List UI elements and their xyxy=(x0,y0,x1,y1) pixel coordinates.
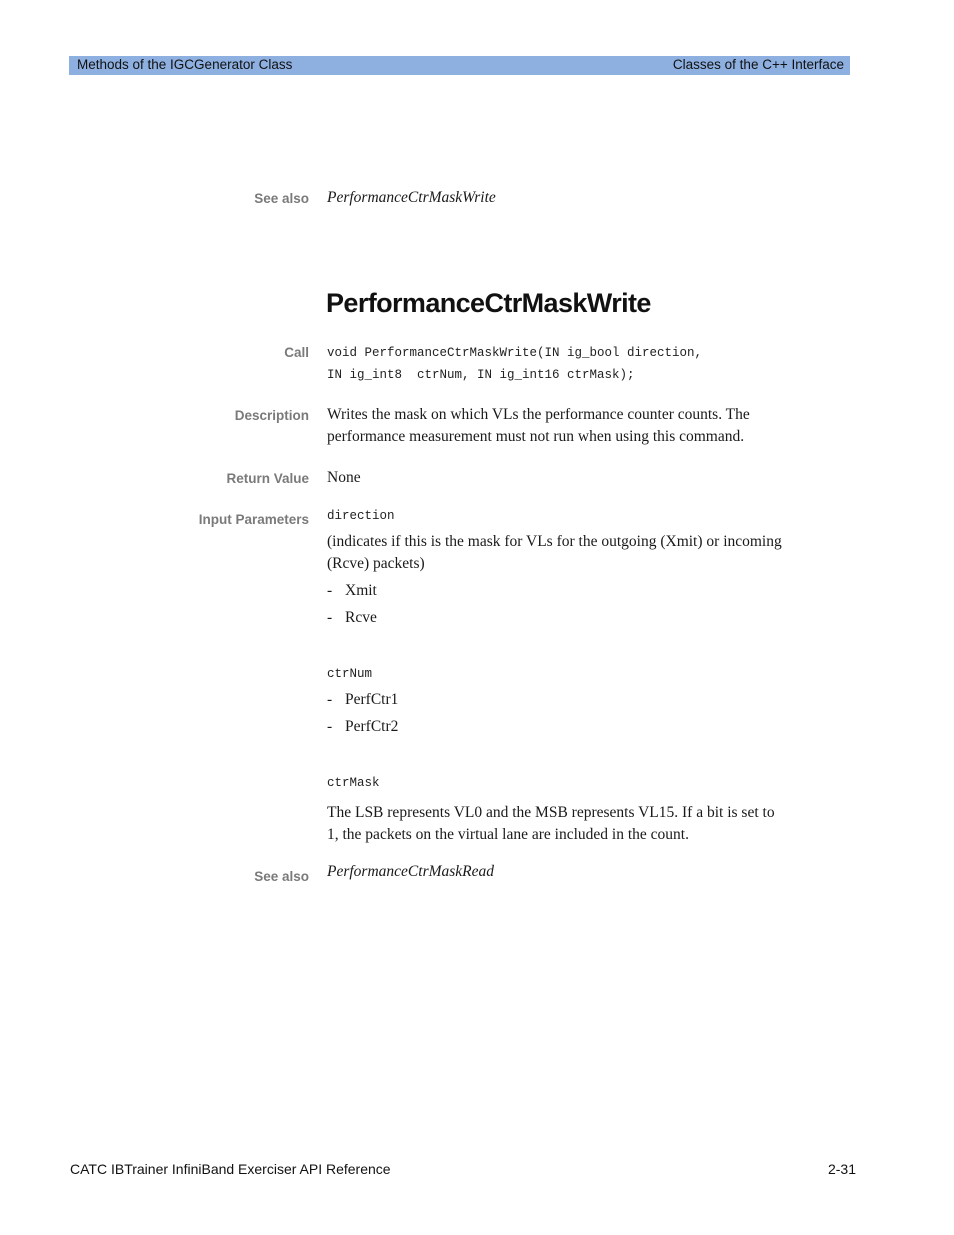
param-desc-line: 1, the packets on the virtual lane are included in the count. xyxy=(327,826,689,843)
list-item-text: PerfCtr2 xyxy=(345,718,399,735)
call-label: Call xyxy=(284,345,309,360)
call-signature xyxy=(327,342,857,386)
param-name-ctrmask: ctrMask xyxy=(327,776,380,790)
see-also-link[interactable]: PerformanceCtrMaskRead xyxy=(327,863,495,880)
list-item: - Xmit xyxy=(327,582,377,599)
see-also-label-top: See also xyxy=(254,191,309,206)
param-desc-direction xyxy=(327,531,857,575)
footer-page-number: 2-31 xyxy=(827,1161,856,1177)
input-parameters-label: Input Parameters xyxy=(198,512,309,527)
return-value-label: Return Value xyxy=(226,471,309,486)
header-section-title: Classes of the C++ Interface xyxy=(672,57,844,72)
list-item-text: Rcve xyxy=(345,609,377,626)
call-signature-line: void PerformanceCtrMaskWrite(IN ig_bool direction, xyxy=(327,346,703,360)
description-label: Description xyxy=(234,408,309,423)
param-name-ctrnum: ctrNum xyxy=(327,667,373,681)
header-chapter-title: Methods of the IGCGenerator Class xyxy=(77,57,293,72)
param-desc-line: The LSB represents VL0 and the MSB represents VL15. If a bit is set to xyxy=(327,804,775,821)
list-item-text: Xmit xyxy=(345,582,377,599)
list-item: - PerfCtr2 xyxy=(327,718,399,735)
footer-document-title: CATC IBTrainer InfiniBand Exerciser API Reference xyxy=(70,1161,391,1177)
call-signature-line: IN ig_int8 ctrNum, IN ig_int16 ctrMask); xyxy=(327,368,635,382)
list-item: - Rcve xyxy=(327,609,377,626)
param-desc-ctrmask xyxy=(327,802,857,846)
running-header xyxy=(69,56,850,75)
list-item-text: PerfCtr1 xyxy=(345,691,399,708)
param-desc-line: (indicates if this is the mask for VLs for the outgoing (Xmit) or incoming xyxy=(327,533,782,550)
section-title: PerformanceCtrMaskWrite xyxy=(326,288,651,318)
return-value-text: None xyxy=(327,469,361,486)
see-also-label: See also xyxy=(254,869,309,884)
list-item: - PerfCtr1 xyxy=(327,691,399,708)
description-line: performance measurement must not run when using this command. xyxy=(327,428,745,445)
see-also-link-top[interactable]: PerformanceCtrMaskWrite xyxy=(327,189,496,206)
description-line: Writes the mask on which VLs the performance counter counts. The xyxy=(327,406,750,423)
param-desc-line: (Rcve) packets) xyxy=(327,555,425,572)
description-text xyxy=(327,404,857,448)
param-name-direction: direction xyxy=(327,509,395,523)
